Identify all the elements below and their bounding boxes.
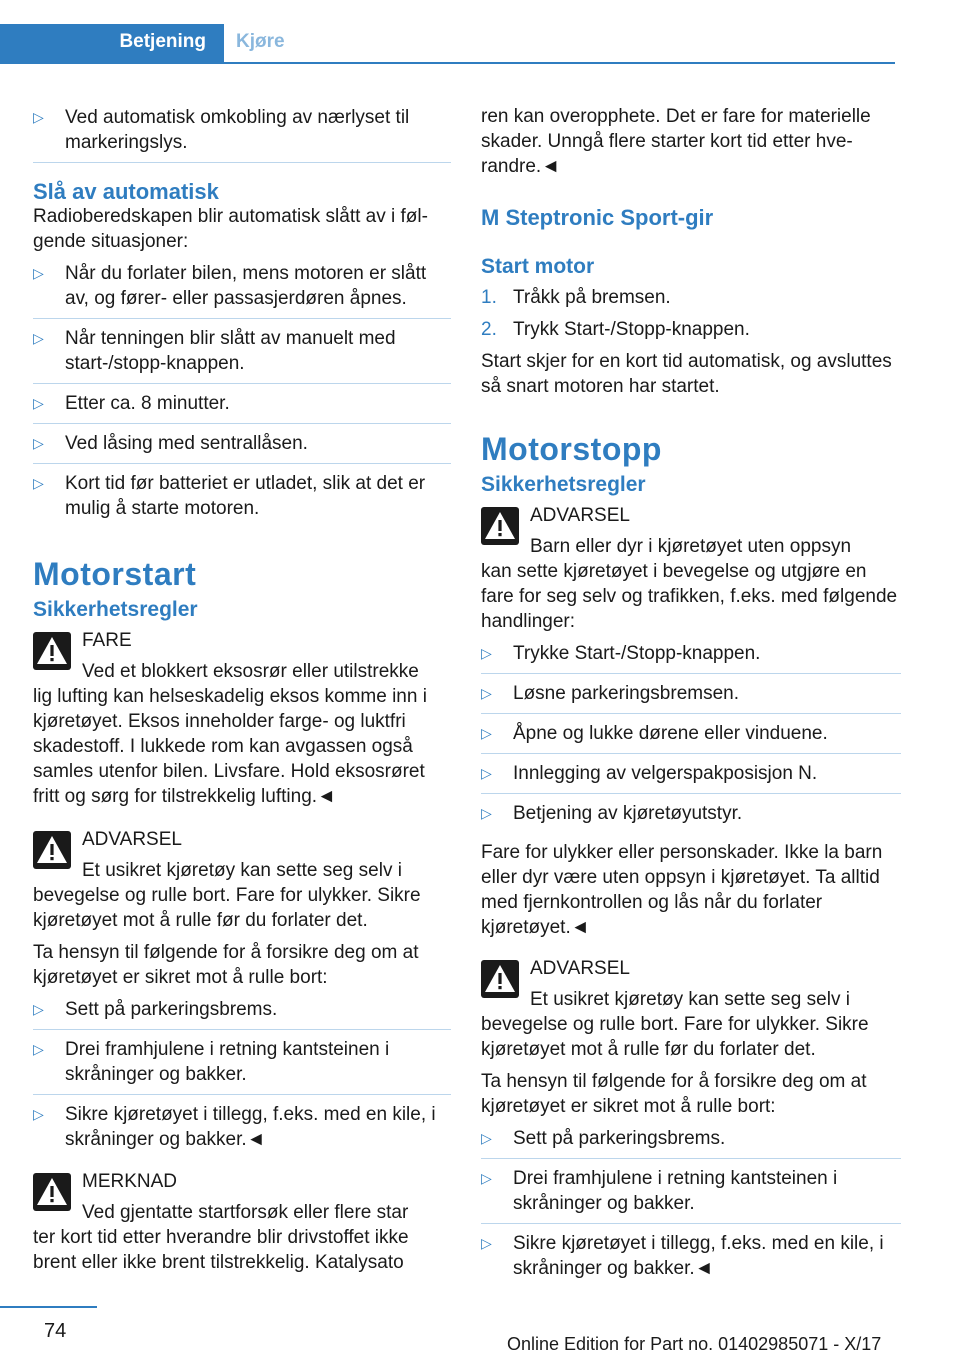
warning-text-continued: lig lufting kan helseskadelig eksos komme inn i kjøretøyet. Eksos inneholder farge- og luktfri skadestoff. I lukkede rom kan avgassen også samles utenfor bilen. Livsfare. Hold eksosrøret fritt og sørg for tilstrekkelig lufting.◄ [33, 686, 427, 807]
left-column [33, 100, 451, 1282]
warning-triangle-icon [33, 831, 71, 869]
footer-divider [0, 1306, 97, 1308]
list-item: ▷ Drei framhjulene i retning kantsteinen i skråninger og bakker. [33, 1037, 451, 1095]
list-item: ▷ Innlegging av velgerspakposisjon N. [481, 761, 901, 794]
warning-text-continued: bevegelse og rulle bort. Fare for ulykker. Sikre kjøretøyet mot å rulle før du forlater det. [33, 885, 421, 931]
warning-triangle-icon [481, 960, 519, 998]
subsection-heading: Start motor [481, 255, 595, 278]
tab-kjore[interactable]: Kjøre [236, 31, 285, 52]
warning-title: ADVARSEL [530, 505, 630, 526]
section-heading: Sikkerhetsregler [481, 473, 646, 496]
page-number: 74 [44, 1320, 67, 1342]
chapter-heading: Motorstart [33, 556, 197, 592]
list-item: ▷ Ved automatisk omkobling av nærlyset til markeringslys. [33, 105, 451, 163]
list-item: ▷ Sikre kjøretøyet i tillegg, f.eks. med en kile, i skråninger og bakker.◄ [33, 1104, 436, 1150]
warning-triangle-icon [33, 1173, 71, 1211]
triangle-right-outline-icon: ▷ [33, 1001, 44, 1017]
section-heading: Sikkerhetsregler [33, 598, 198, 621]
section-heading: Slå av automatisk [33, 179, 219, 204]
warning-text-continued: bevegelse og rulle bort. Fare for ulykker. Sikre kjøretøyet mot å rulle før du forlater det. [481, 1014, 869, 1060]
note-text-continued: ter kort tid etter hverandre blir drivstoffet ikke brent eller ikke brent tilstrekkelig. Katalysato [33, 1227, 409, 1273]
note-block [33, 1169, 451, 1225]
list-item: ▷ Åpne og lukke dørene eller vinduene. [481, 721, 901, 754]
triangle-right-outline-icon: ▷ [33, 265, 44, 281]
warning-block [481, 503, 901, 559]
warning-block [33, 827, 451, 883]
page-header [0, 0, 895, 64]
warning-block [481, 956, 901, 1012]
triangle-right-outline-icon: ▷ [33, 330, 44, 346]
warning-triangle-icon [33, 632, 71, 670]
list-item: ▷ Sett på parkeringsbrems. [481, 1126, 901, 1159]
chapter-heading: Motorstopp [481, 431, 662, 467]
triangle-right-outline-icon: ▷ [481, 685, 492, 701]
triangle-right-outline-icon: ▷ [33, 435, 44, 451]
warning-text: Barn eller dyr i kjøretøyet uten oppsyn [530, 536, 852, 557]
list-item: ▷ Kort tid før batteriet er utladet, slik at det er mulig å starte motoren. [33, 473, 426, 519]
paragraph: Start skjer for en kort tid automatisk, og avsluttes så snart motoren har startet. [481, 351, 892, 397]
triangle-right-outline-icon: ▷ [33, 1041, 44, 1057]
right-column [481, 100, 901, 1295]
numbered-step: 2. Trykk Start-/Stopp-knappen. [481, 319, 750, 340]
triangle-right-outline-icon: ▷ [481, 1235, 492, 1251]
list-item: ▷ Ved låsing med sentrallåsen. [33, 431, 451, 464]
warning-block [33, 628, 451, 684]
tab-betjening[interactable]: Betjening [0, 24, 224, 62]
edition-text: Online Edition for Part no. 01402985071 - X/17 [507, 1334, 882, 1354]
list-item: ▷ Når du forlater bilen, mens motoren er slått av, og fører- eller passasjerdøren åpnes. [33, 261, 451, 319]
triangle-right-outline-icon: ▷ [481, 765, 492, 781]
warning-text: Et usikret kjøretøy kan sette seg selv i [530, 989, 850, 1010]
triangle-right-outline-icon: ▷ [33, 475, 44, 491]
triangle-right-outline-icon: ▷ [33, 1106, 44, 1122]
warning-title: ADVARSEL [530, 958, 630, 979]
triangle-right-outline-icon: ▷ [481, 1170, 492, 1186]
paragraph: Ta hensyn til følgende for å forsikre deg om at kjøretøyet er sikret mot å rulle bort: [33, 942, 419, 988]
section-heading: M Steptronic Sport-gir [481, 205, 714, 230]
list-item: ▷ Betjening av kjøretøyutstyr. [481, 803, 743, 824]
list-item: ▷ Når tenningen blir slått av manuelt med start-/stopp-knappen. [33, 326, 451, 384]
paragraph: Fare for ulykker eller personskader. Ikke la barn eller dyr være uten oppsyn i kjøretøyet. Ta alltid med fjernkontrollen og lås når du forlater kjøretøyet.◄ [481, 842, 883, 938]
warning-triangle-icon [481, 507, 519, 545]
warning-title: ADVARSEL [82, 829, 182, 850]
triangle-right-outline-icon: ▷ [33, 395, 44, 411]
numbered-step: 1. Tråkk på bremsen. [481, 287, 671, 308]
warning-text: Ved et blokkert eksosrør eller utilstrekke [82, 661, 419, 682]
list-item: ▷ Drei framhjulene i retning kantsteinen i skråninger og bakker. [481, 1166, 901, 1224]
list-item: ▷ Trykke Start-/Stopp-knappen. [481, 641, 901, 674]
list-item: ▷ Sikre kjøretøyet i tillegg, f.eks. med en kile, i skråninger og bakker.◄ [481, 1233, 884, 1279]
warning-title: FARE [82, 630, 132, 651]
triangle-right-outline-icon: ▷ [481, 725, 492, 741]
paragraph: ren kan overopphete. Det er fare for materielle skader. Unngå flere starter kort tid etter hverandre.◄ [481, 106, 871, 177]
triangle-right-outline-icon: ▷ [481, 645, 492, 661]
triangle-right-outline-icon: ▷ [481, 1130, 492, 1146]
list-item: ▷ Løsne parkeringsbremsen. [481, 681, 901, 714]
triangle-right-outline-icon: ▷ [33, 109, 44, 125]
list-item: ▷ Sett på parkeringsbrems. [33, 997, 451, 1030]
warning-text: Et usikret kjøretøy kan sette seg selv i [82, 860, 402, 881]
paragraph: Ta hensyn til følgende for å forsikre deg om at kjøretøyet er sikret mot å rulle bort: [481, 1071, 867, 1117]
note-title: MERKNAD [82, 1171, 178, 1192]
note-text: Ved gjentatte startforsøk eller flere star [82, 1202, 409, 1223]
paragraph: Radioberedskapen blir automatisk slått av i følgende situasjoner: [33, 206, 428, 252]
list-item: ▷ Etter ca. 8 minutter. [33, 391, 451, 424]
warning-text-continued: kan sette kjøretøyet i bevegelse og utgjøre en fare for seg selv og trafikken, f.eks. med følgende handlinger: [481, 561, 898, 632]
triangle-right-outline-icon: ▷ [481, 805, 492, 821]
